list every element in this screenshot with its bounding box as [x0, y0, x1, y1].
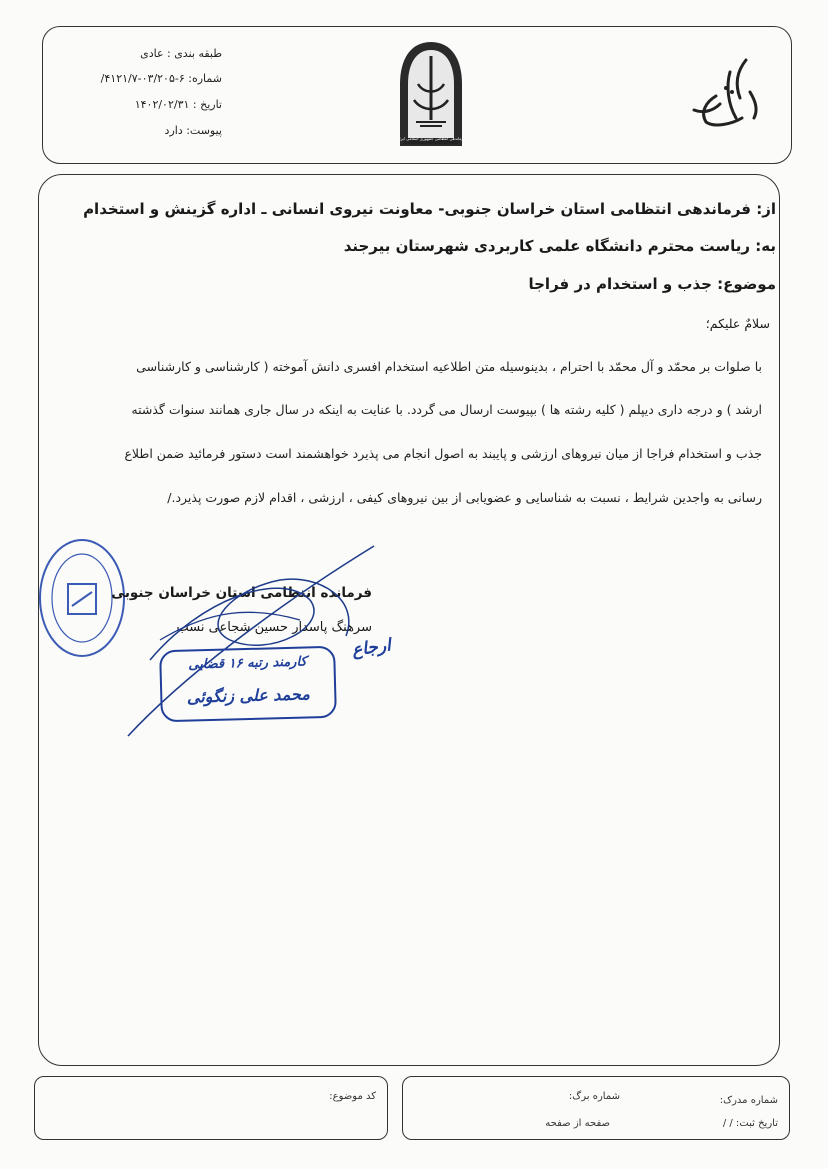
signatory-name: سرهنگ پاسدار حسین شجاعی نسب — [176, 620, 372, 635]
footer-subject-box — [34, 1076, 388, 1140]
body-line: رسانی به واجدین شرایط ، نسبت به شناسایی و عضویابی از بین نیروهای کیفی ، ارزشی ، اقدام لازم صورت پذیرد./ — [167, 490, 762, 505]
page-of-label: صفحه از صفحه — [545, 1118, 610, 1129]
signatory-title: فرمانده انتظامی استان خراسان جنوبی — [111, 585, 372, 601]
body-line: با صلوات بر محمّد و آل محمّد با احترام ، بدینوسیله متن اطلاعیه استخدام افسری دانش آموخته ( کارشناسی و کارشناسی — [136, 359, 762, 374]
record-date-label: تاریخ ثبت: / / — [722, 1118, 778, 1129]
body-line: ارشد ) و درجه داری دیپلم ( کلیه رشته ها ) بپیوست ارسال می گردد. با عنایت به اینکه در سال جاری همانند سنوات گذشته — [131, 402, 762, 417]
body-line: جذب و استخدام فراجا از میان نیروهای ارزشی و پایبند به اصول انجام می پذیرد خواهشمند است دستور فرمائید ضمن اطلاع — [124, 446, 762, 461]
classification-label: طبقه بندی : عادی — [140, 47, 222, 60]
subject-line: موضوع: جذب و استخدام در فراجا — [528, 275, 776, 293]
referral-note: ارجاع — [350, 635, 392, 661]
footer-record-box — [402, 1076, 790, 1140]
document-number-label: شماره مدرک: — [719, 1095, 778, 1106]
from-line: از: فرماندهی انتظامی استان خراسان جنوبی- معاونت نیروی انسانی ـ اداره گزینش و استخدام — [83, 200, 776, 218]
stamp-rank: کارمند رتبه ۱۶ قضایی — [188, 654, 307, 673]
official-stamp — [159, 646, 337, 723]
bismillah-calligraphy — [676, 52, 768, 132]
sheet-number-label: شماره برگ: — [568, 1091, 620, 1102]
letter-date: تاریخ : ۱۴۰۲/۰۲/۳۱ — [134, 98, 222, 111]
emblem-caption: فرماندهی انتظامی جمهوری اسلامی ایران — [396, 136, 466, 141]
attachment-label: پیوست: دارد — [164, 124, 222, 137]
to-line: به: ریاست محترم دانشگاه علمی کاربردی شهرستان بیرجند — [343, 237, 776, 255]
police-emblem — [398, 40, 464, 152]
greeting: سلامٌ علیکم؛ — [705, 316, 770, 331]
bismillah-text — [768, 52, 769, 53]
stamp-name: محمد علی زنگوئی — [186, 684, 310, 707]
subject-code-label: کد موضوع: — [329, 1091, 376, 1102]
letter-number: شماره: ۶-۰۳/۲۰۵-۴۱۲۱/۷/ — [100, 72, 222, 85]
